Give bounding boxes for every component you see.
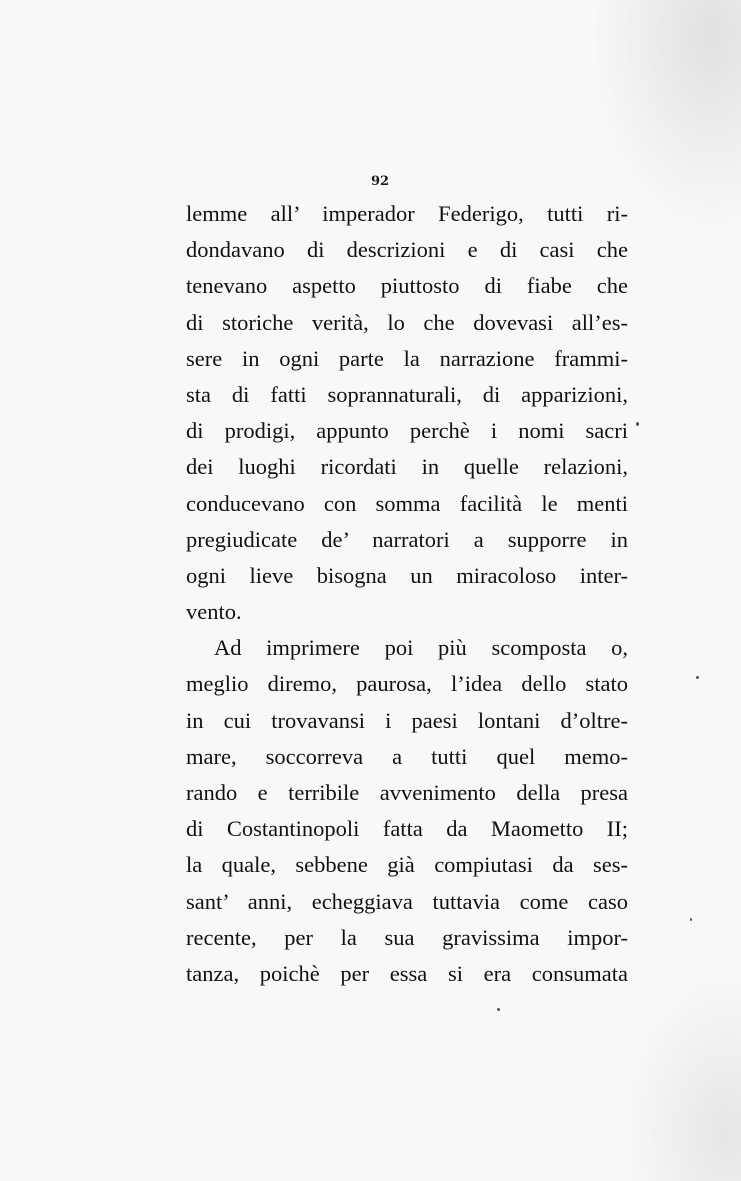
- text-line: rando e terribile avvenimento della presa: [186, 780, 628, 805]
- text-line: mare, soccorreva a tutti quel memo-: [186, 743, 628, 769]
- text-line: la quale, sebbene già compiutasi da ses-: [186, 852, 628, 878]
- body-text: [186, 196, 628, 992]
- text-line: sta di fatti soprannaturali, di apparizioni,: [186, 381, 628, 407]
- text-line: pregiudicate de’ narratori a supporre in: [186, 526, 628, 552]
- text-line: vento.: [186, 599, 242, 625]
- paper-speck: [696, 676, 699, 679]
- paragraph-first-line: Ad imprimere poi più scomposta o,: [214, 635, 628, 661]
- text-line: tenevano aspetto piuttosto di fiabe che: [186, 273, 628, 299]
- page-number: 92: [370, 174, 390, 189]
- text-line: sere in ogni parte la narrazione frammi-: [186, 345, 628, 371]
- text-line: dondavano di descrizioni e di casi che: [186, 237, 628, 263]
- text-line: recente, per la sua gravissima impor-: [186, 924, 628, 950]
- text-line: di prodigi, appunto perchè i nomi sacri: [186, 418, 628, 444]
- text-line: in cui trovavansi i paesi lontani d’oltre-: [186, 707, 628, 733]
- text-line: di storiche verità, lo che dovevasi all’es-: [186, 309, 628, 335]
- text-line: ogni lieve bisogna un miracoloso inter-: [186, 562, 628, 588]
- text-line: tanza, poichè per essa si era consumata: [186, 960, 628, 986]
- text-line: sant’ anni, echeggiava tuttavia come caso: [186, 888, 628, 914]
- text-line: meglio diremo, paurosa, l’idea dello stato: [186, 671, 628, 697]
- text-line: dei luoghi ricordati in quelle relazioni,: [186, 454, 628, 480]
- text-line: conducevano con somma facilità le menti: [186, 490, 628, 516]
- text-line: di Costantinopoli fatta da Maometto II;: [186, 816, 628, 842]
- paper-speck: [636, 422, 639, 426]
- text-line: lemme all’ imperador Federigo, tutti ri-: [186, 201, 628, 226]
- paper-speck: [690, 918, 692, 921]
- paper-speck: [497, 1008, 500, 1011]
